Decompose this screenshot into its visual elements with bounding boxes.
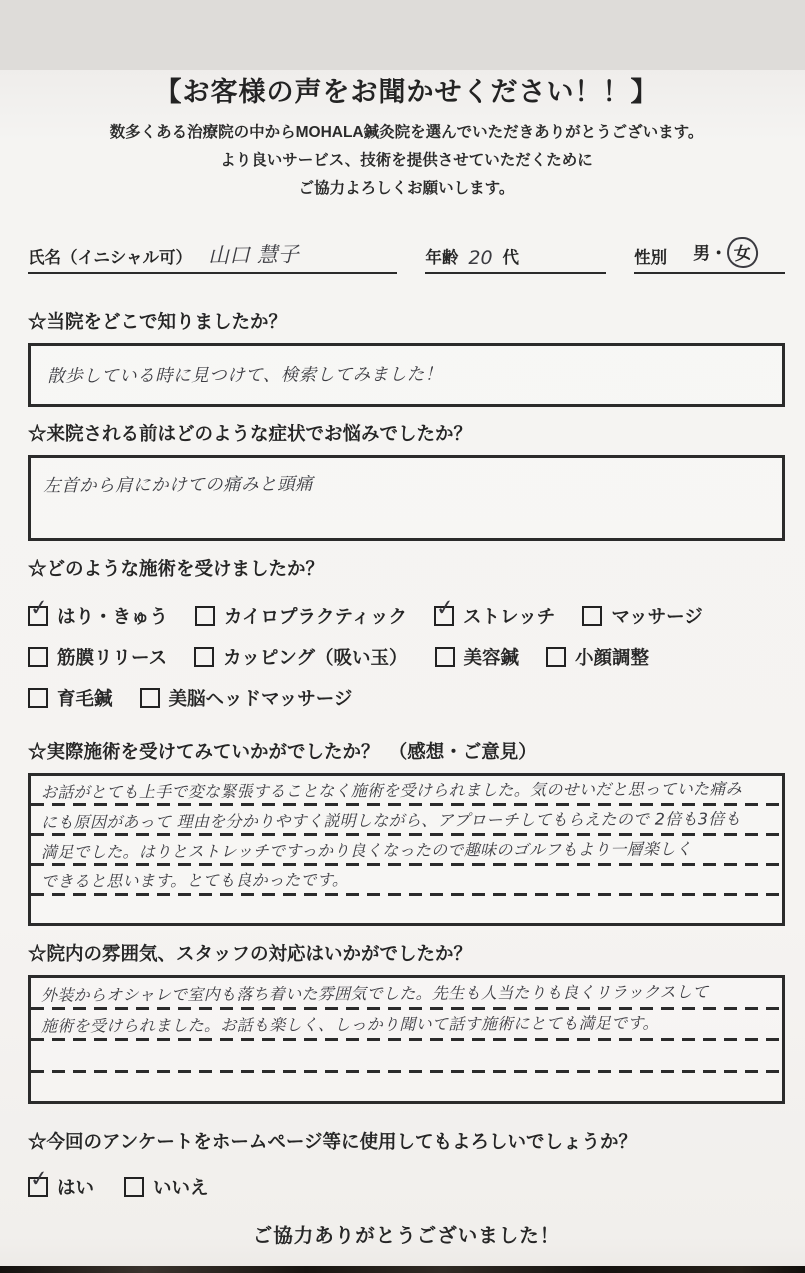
scanned-questionnaire-sheet [0, 70, 805, 1273]
checkbox-label: カッピング（吸い玉） [223, 647, 408, 668]
age-handwritten-value: 20 [468, 247, 493, 269]
answer-line [31, 866, 782, 893]
question-5-handwritten-line-1: 外装からオシャレで室内も落ち着いた雰囲気でした。先生も人当たりも良くリラックスして [40, 982, 709, 1005]
checkbox-kogao-chousei [546, 644, 649, 670]
checkbox-label: 筋膜リリース [57, 647, 168, 668]
checkbox-box [28, 1166, 50, 1197]
question-1-label: ☆当院をどこで知りましたか？ [28, 311, 288, 332]
age-field [425, 244, 606, 274]
answer-line [31, 806, 782, 833]
answer-line [31, 978, 782, 1007]
checkbox-box [140, 688, 160, 708]
question-5-label: ☆院内の雰囲気、スタッフの対応はいかがでしたか？ [28, 943, 473, 964]
checkbox-box [124, 1177, 144, 1197]
answer-line-empty [31, 896, 782, 923]
checkbox-cupping [194, 644, 407, 670]
checkbox-ikumoushin [28, 685, 113, 711]
answer-line-empty [31, 1073, 782, 1102]
intro-line-1: 数多くある治療院の中からMOHALA鍼灸院を選んでいただきありがとうございます。 [109, 124, 704, 141]
treatment-checkbox-row-1 [28, 595, 785, 629]
checkbox-box [582, 606, 602, 626]
checkbox-binou-head-massage [140, 685, 353, 711]
question-4-handwritten-line-2: にも原因があって 理由を分かりやすく説明しながら、アプローチしてもらえたので 2倍も3倍も [40, 809, 741, 832]
checkbox-label: マッサージ [611, 606, 703, 627]
checkbox-label: 美脳ヘッドマッサージ [168, 688, 353, 709]
checkbox-chiropractic [195, 603, 407, 629]
checkbox-label: 美容鍼 [463, 647, 520, 668]
answer-line [31, 776, 782, 803]
question-1-answer-box [28, 343, 785, 407]
checkbox-box [195, 606, 215, 626]
checkbox-label: 育毛鍼 [57, 688, 113, 709]
closing-thanks-text: ご協力ありがとうございました！ [252, 1225, 561, 1247]
checkbox-hari-kyu [28, 595, 169, 629]
age-label: 年齢 [425, 249, 459, 267]
checkbox-box [546, 647, 566, 667]
name-label: 氏名（イニシャル可） [28, 249, 193, 267]
treatment-checkbox-row-3 [28, 685, 785, 711]
question-2-label: ☆来院される前はどのような症状でお悩みでしたか？ [28, 423, 473, 444]
check-mark-icon: ✓ [434, 595, 456, 622]
gender-option-male: 男 [693, 244, 711, 263]
profile-row [28, 237, 785, 274]
question-5-answer-box [28, 975, 785, 1104]
checkbox-box [28, 647, 48, 667]
question-4-handwritten-line-3: 満足でした。はりとストレッチですっかり良くなったので趣味のゴルフもより一層楽しく [40, 839, 692, 862]
check-mark-icon: ✓ [28, 1166, 50, 1193]
scan-edge-strip [0, 1266, 805, 1273]
question-1-handwritten-answer: 散歩している時に見つけて、検索してみました！ [46, 364, 443, 387]
checkbox-yes [28, 1166, 95, 1200]
checkbox-label: はい [57, 1177, 95, 1198]
intro-text [28, 119, 785, 203]
checkbox-kinmaku-release [28, 644, 167, 670]
checkbox-label: はり・きゅう [57, 606, 169, 627]
checkbox-box [28, 595, 50, 626]
checkbox-label: 小顔調整 [575, 647, 650, 668]
checkbox-label: ストレッチ [462, 606, 556, 627]
checkbox-no [124, 1174, 209, 1200]
question-4-answer-box [28, 773, 785, 926]
gender-label: 性別 [634, 249, 668, 267]
checkbox-box [434, 595, 456, 626]
question-2-answer-box [28, 455, 785, 541]
answer-line-empty [31, 1041, 782, 1070]
age-unit-label: 代 [502, 249, 520, 267]
consent-checkbox-row [28, 1166, 785, 1200]
check-mark-icon: ✓ [28, 595, 50, 622]
name-field [28, 238, 397, 274]
question-4-handwritten-line-1: お話がとても上手で変な緊張することなく施術を受けられました。気のせいだと思っていた痛み [40, 779, 742, 802]
name-handwritten-value: 山口 慧子 [207, 242, 299, 268]
gender-field [634, 237, 785, 274]
page-title: 【お客様の声をお聞かせください！！】 [154, 77, 659, 107]
question-4-handwritten-line-4: できると思います。とても良かったです。 [40, 870, 349, 891]
checkbox-box [28, 688, 48, 708]
checkbox-box [435, 647, 455, 667]
question-6-label: ☆今回のアンケートをホームページ等に使用してもよろしいでしょうか？ [28, 1131, 638, 1152]
treatment-checkbox-row-2 [28, 644, 785, 670]
checkbox-box [194, 647, 214, 667]
intro-line-2: より良いサービス、技術を提供させていただくために [220, 152, 593, 169]
answer-line [31, 836, 782, 863]
gender-separator: ・ [710, 244, 728, 263]
intro-line-3: ご協力よろしくお願いします。 [298, 180, 515, 197]
gender-options [693, 237, 758, 268]
gender-option-female-circled: 女 [726, 235, 760, 269]
checkbox-biyoushin [435, 644, 520, 670]
question-3-label: ☆どのような施術を受けましたか？ [28, 558, 325, 579]
checkbox-label: いいえ [153, 1177, 209, 1198]
question-4-label: ☆実際施術を受けてみていかがでしたか？ （感想・ご意見） [28, 741, 537, 762]
question-5-handwritten-line-2: 施術を受けられました。お話も楽しく、しっかり聞いて話す施術にとても満足です。 [40, 1013, 659, 1036]
checkbox-massage [582, 603, 702, 629]
checkbox-stretch [434, 595, 556, 629]
checkbox-label: カイロプラクティック [224, 606, 407, 627]
answer-line [31, 1010, 782, 1039]
question-2-handwritten-answer: 左首から肩にかけての痛みと頭痛 [42, 474, 314, 497]
